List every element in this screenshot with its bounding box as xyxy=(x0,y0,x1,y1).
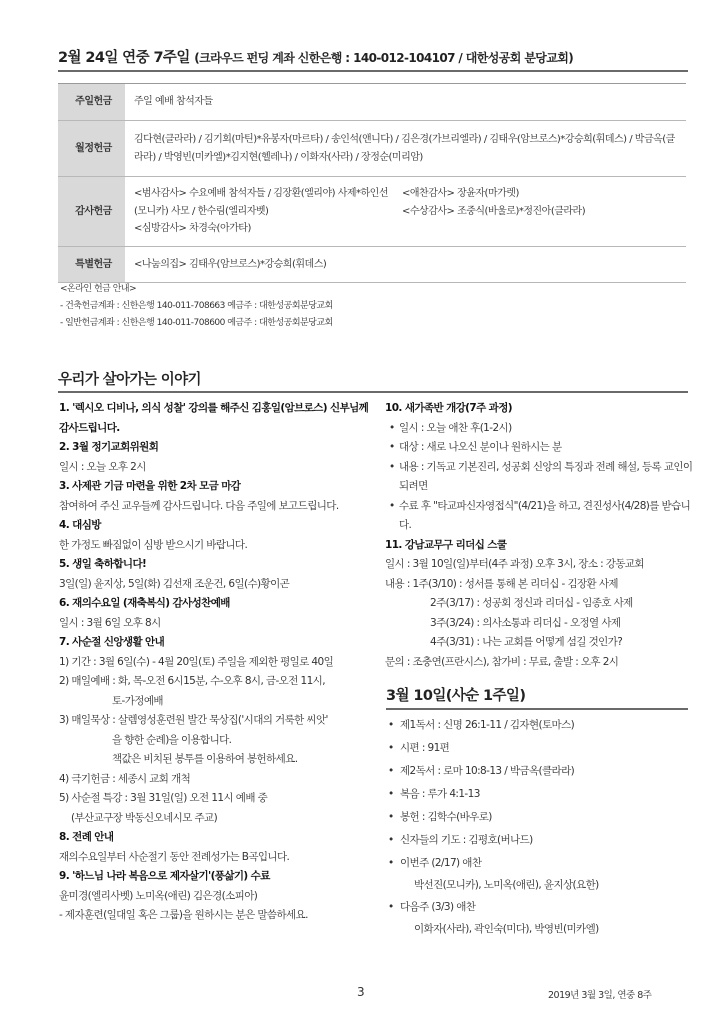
announcement-text: 4주(3/31) : 나는 교회를 어떻게 섬길 것인가? xyxy=(430,636,623,648)
liturgy-item: • 시편 : 91편 xyxy=(386,737,686,760)
offering-table xyxy=(58,83,686,283)
liturgy-item: • 봉헌 : 김학수(바우로) xyxy=(386,806,686,829)
fellowship-names: 이화자(사라), 곽인숙(미다), 박영빈(미카엘) xyxy=(414,923,599,935)
offering-row-thanks xyxy=(58,177,686,247)
announcement-text: 내용 : 1주(3/10) : 성서를 통해 본 리더십 - 김장환 사제 xyxy=(385,577,618,590)
fellowship-names: 박선진(모니카), 노미옥(애린), 윤지상(요한) xyxy=(414,879,599,891)
note-line: <온라인 헌금 안내> xyxy=(60,284,137,294)
announcement-text: 3주(3/24) : 의사소통과 리더십 - 오정열 사제 xyxy=(430,616,621,629)
announcement-title: 2. 3월 정기교회위원회 xyxy=(59,441,159,453)
announcement-text: 일시 : 3월 10일(일)부터(4주 과정) 오후 3시, 장소 : 강동교회 xyxy=(385,558,644,570)
offering-row-special xyxy=(58,247,686,283)
online-offering-notes xyxy=(60,281,333,332)
announcement-bullet: • 내용 : 기독교 기본진리, 성공회 신앙의 특징과 전례 해설, 등록 교인이 되려면 xyxy=(385,458,695,497)
announcement-bullet: • 대상 : 새로 나오신 분이나 원하시는 분 xyxy=(385,438,695,458)
announcement-text: 4) 극기헌금 : 세종시 교회 개척 xyxy=(59,772,191,785)
announcement-text: 2) 매일예배 : 화, 목-오전 6시15분, 수-오후 8시, 금-오전 11시, xyxy=(59,675,325,687)
announcement-text: 일시 : 3월 6일 오후 8시 xyxy=(59,616,161,629)
announcement-bullet: • 일시 : 오늘 애찬 후(1-2시) xyxy=(385,419,695,439)
thanks-line: <범사감사> 수요예배 참석자들 / 김장환(엘리야) 사제*하인선(모니카) 사모 / 한수림(엘리자벳) xyxy=(134,188,389,217)
offering-category: 감사헌금 xyxy=(58,177,125,247)
announcement-title: 9. '하느님 나라 복음으로 제자살기'(풍삶기) 수료 xyxy=(59,870,270,882)
offering-names: 김다현(클라라) / 김기회(마틴)*유봉자(마르타) / 송인석(앤니다) / 김은경(가브리엘라) / 김태우(암브로스)*강승희(휘데스) / 박금옥(클라라) / 박영빈(미카엘)*김지현(헬레나) / 이화자(사라) / 장정순(미리암) xyxy=(125,121,686,177)
announcement-text: 3) 매일묵상 : 살렘영성훈련원 발간 묵상집('시대의 거룩한 씨앗' xyxy=(59,714,328,726)
liturgy-item: • 이번주 (2/17) 애찬 xyxy=(386,852,686,875)
announcement-text: - 제자훈련(일대일 혹은 그룹)을 원하시는 분은 말씀하세요. xyxy=(59,909,308,921)
announcement-text: 재의수요일부터 사순절기 동안 전례성가는 B곡입니다. xyxy=(59,850,290,863)
announcement-bullet: • 수료 후 "타교파신자영접식"(4/21)을 하고, 견진성사(4/28)를 받습니다. xyxy=(385,497,695,536)
footer-date: 2019년 3월 3일, 연중 8주 xyxy=(548,990,652,1001)
announcement-title: 10. 새가족반 개강(7주 과정) xyxy=(385,402,512,414)
announcement-text: 문의 : 조충연(프란시스), 참가비 : 무료, 출발 : 오후 2시 xyxy=(385,655,619,668)
announcement-text: 1) 기간 : 3월 6일(수) - 4월 20일(토) 주일을 제외한 평일로 40일 xyxy=(59,655,334,668)
offering-names: <나눔의집> 김태우(암브로스)*강승희(휘데스) xyxy=(125,247,686,283)
announcement-title: 6. 재의수요일 (재축복식) 감사성찬예배 xyxy=(59,597,230,609)
liturgy-item: • 복음 : 루가 4:1-13 xyxy=(386,783,686,806)
liturgy-item: • 다음주 (3/3) 애찬 xyxy=(386,896,686,919)
offering-section-title xyxy=(58,46,573,67)
offering-names: 주일 예배 참석자들 xyxy=(125,84,686,121)
announcement-text: 을 향한 순례)을 이용합니다. xyxy=(112,733,232,746)
announcement-title: 1. '렉시오 디비나, 의식 성찰' 강의를 해주신 김홍일(암브로스) 신부님께 감사드립니다. xyxy=(59,402,369,434)
next-sunday-divider xyxy=(386,708,688,710)
offering-category: 주일헌금 xyxy=(58,84,125,121)
note-line: - 건축헌금계좌 : 신한은행 140-011-708663 예금주 : 대한성공회분당교회 xyxy=(60,301,333,311)
announcement-title: 3. 사제관 기금 마련을 위한 2차 모금 마감 xyxy=(59,480,241,492)
announcement-text: 2주(3/17) : 성공회 정신과 리더십 - 임종호 사제 xyxy=(430,597,633,609)
offering-category: 월정헌금 xyxy=(58,121,125,177)
announcement-title: 5. 생일 축하합니다! xyxy=(59,558,147,570)
announcements-right-column xyxy=(385,399,695,672)
stories-section-title: 우리가 살아가는 이야기 xyxy=(58,372,201,388)
liturgy-item: • 신자들의 기도 : 김평호(버나드) xyxy=(386,829,686,852)
title-divider xyxy=(58,70,688,72)
next-sunday-list xyxy=(386,714,686,940)
liturgy-item: • 제1독서 : 신명 26:1-11 / 김자현(토마스) xyxy=(386,714,686,737)
announcement-text: (부산교구장 박동신오네시모 주교) xyxy=(71,811,218,824)
page-number: 3 xyxy=(357,985,365,999)
announcement-text: 토-가정예배 xyxy=(112,694,163,707)
announcement-text: 참여하여 주신 교우들께 감사드립니다. 다음 주일에 보고드립니다. xyxy=(59,499,339,512)
announcement-title: 8. 전례 안내 xyxy=(59,831,114,843)
next-sunday-title: 3월 10일(사순 1주일) xyxy=(386,688,526,704)
announcement-text: 윤미경(엘리사벳) 노미옥(애린) 김은경(소피아) xyxy=(59,889,258,902)
announcement-text: 책값은 비치된 봉투를 이용하여 봉헌하세요. xyxy=(112,753,298,765)
announcement-title: 11. 강남교무구 리더십 스쿨 xyxy=(385,538,507,551)
crowdfunding-account: (크라우드 펀딩 계좌 신한은행 : 140-012-104107 / 대한성공회 분당교회) xyxy=(194,51,574,65)
offering-names xyxy=(125,177,686,247)
liturgy-item: • 제2독서 : 로마 10:8-13 / 박금옥(클라라) xyxy=(386,760,686,783)
thanks-line: <심방감사> 차경숙(아가타) xyxy=(134,223,251,235)
offering-row-monthly xyxy=(58,121,686,177)
offering-row-sunday xyxy=(58,84,686,121)
stories-divider xyxy=(58,391,688,393)
announcement-title: 4. 대심방 xyxy=(59,519,101,531)
note-line: - 일반헌금계좌 : 신한은행 140-011-708600 예금주 : 대한성공회분당교회 xyxy=(60,318,333,328)
announcement-text: 한 가정도 빠짐없이 심방 받으시기 바랍니다. xyxy=(59,538,248,551)
announcement-text: 3일(일) 윤지상, 5일(화) 김선재 조운건, 6일(수)황이곤 xyxy=(59,577,290,590)
announcements-left-column xyxy=(59,399,369,926)
announcement-title: 7. 사순절 신앙생활 안내 xyxy=(59,636,165,648)
announcement-text: 일시 : 오늘 오후 2시 xyxy=(59,460,146,473)
thanks-line: <수상감사> 조중식(바울로)*정진아(클라라) xyxy=(402,205,586,217)
announcement-text: 5) 사순절 특강 : 3월 31일(일) 오전 11시 예배 중 xyxy=(59,792,268,804)
offering-date-title: 2월 24일 연중 7주일 xyxy=(58,50,190,66)
offering-category: 특별헌금 xyxy=(58,247,125,283)
thanks-line: <애찬감사> 장윤자(마가렛) xyxy=(402,188,519,200)
